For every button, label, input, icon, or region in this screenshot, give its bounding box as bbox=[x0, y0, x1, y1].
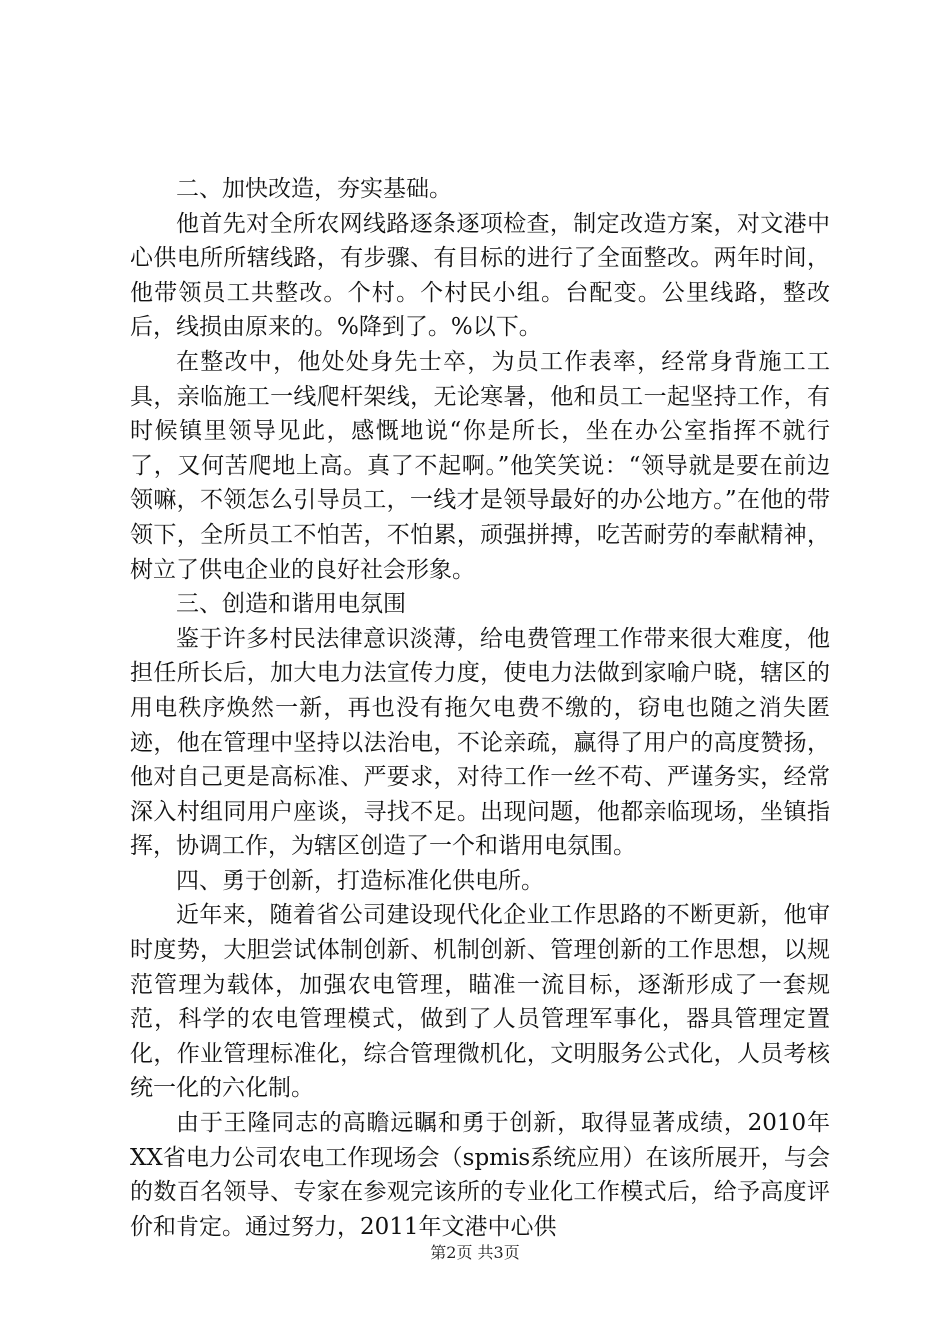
document-body bbox=[130, 172, 830, 1244]
paragraph: 他首先对全所农网线路逐条逐项检查，制定改造方案，对文港中心供电所所辖线路，有步骤、有目标的进行了全面整改。两年时间，他带领员工共整改。个村。个村民小组。台配变。公里线路，整改后，线损由原来的。%降到了。%以下。 bbox=[130, 210, 830, 341]
paragraph: 在整改中，他处处身先士卒，为员工作表率，经常身背施工工具，亲临施工一线爬杆架线，无论寒暑，他和员工一起坚持工作，有时候镇里领导见此，感慨地说“你是所长，坐在办公室指挥不就行了，又何苦爬地上高。真了不起啊。”他笑笑说：“领导就是要在前边领嘛，不领怎么引导员工，一线才是领导最好的办公地方。”在他的带领下，全所员工不怕苦，不怕累，顽强拼搏，吃苦耐劳的奉献精神，树立了供电企业的良好社会形象。 bbox=[130, 348, 830, 583]
paragraph: 鉴于许多村民法律意识淡薄，给电费管理工作带来很大难度，他担任所长后，加大电力法宣传力度，使电力法做到家喻户晓，辖区的用电秩序焕然一新，再也没有拖欠电费不缴的，窃电也随之消失匿迹，他在管理中坚持以法治电，不论亲疏，赢得了用户的高度赞扬，他对自己更是高标准、严要求，对待工作一丝不苟、严谨务实，经常深入村组同用户座谈，寻找不足。出现问题，他都亲临现场，坐镇指挥，协调工作，为辖区创造了一个和谐用电氛围。 bbox=[130, 625, 830, 860]
paragraph: 近年来，随着省公司建设现代化企业工作思路的不断更新，他审时度势，大胆尝试体制创新、机制创新、管理创新的工作思想，以规范管理为载体，加强农电管理，瞄准一流目标，逐渐形成了一套规范，科学的农电管理模式，做到了人员管理军事化，器具管理定置化，作业管理标准化，综合管理微机化，文明服务公式化，人员考核统一化的六化制。 bbox=[130, 902, 830, 1102]
section-heading-4: 四、勇于创新，打造标准化供电所。 bbox=[176, 867, 544, 894]
paragraph: 由于王隆同志的高瞻远瞩和勇于创新，取得显著成绩，2010年XX省电力公司农电工作现场会（spmis系统应用）在该所展开，与会的数百名领导、专家在参观完该所的专业化工作模式后，给予高度评价和肯定。通过努力，2011年文港中心供 bbox=[130, 1110, 830, 1240]
section-heading-2: 二、加快改造，夯实基础。 bbox=[176, 176, 452, 202]
section-heading-3: 三、创造和谐用电氛围 bbox=[176, 591, 406, 618]
page-number-footer: 第2页 共3页 bbox=[430, 1243, 520, 1262]
